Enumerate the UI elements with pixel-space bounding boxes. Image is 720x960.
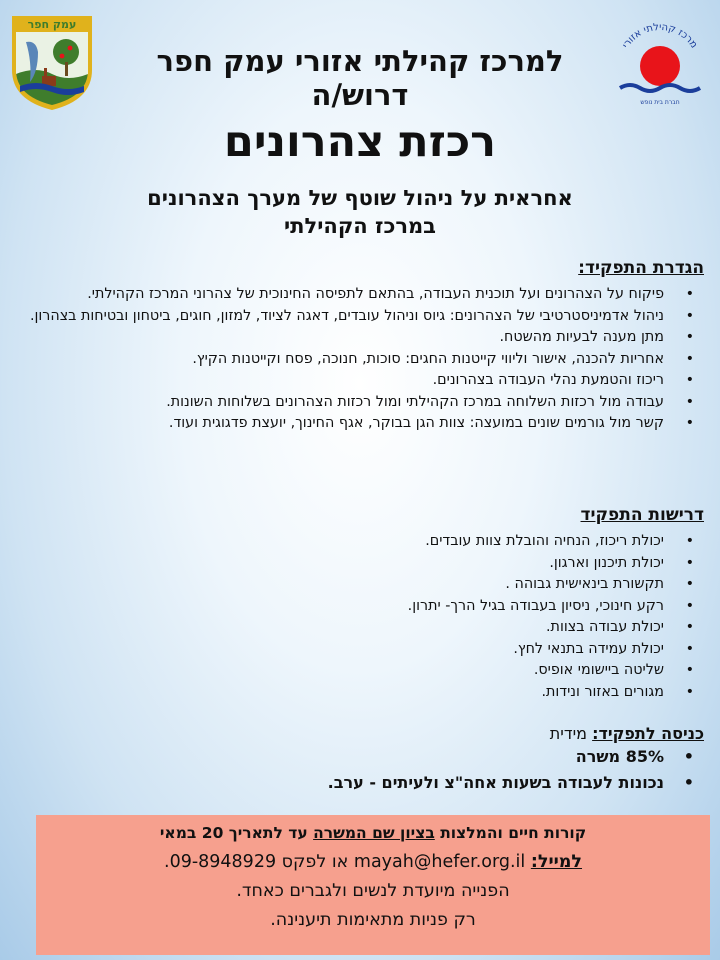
- contact-text: קורות חיים והמלצות: [434, 824, 587, 842]
- list-item: • רקע חינוכי, ניסיון בעבודה בגיל הרך- יתרון.: [8, 596, 704, 618]
- definition-list: [8, 284, 704, 435]
- subtitle-line-1: אחראית על ניהול שוטף של מערך הצהרונים: [147, 186, 573, 210]
- list-item: • מתן מענה לבעיות מהשטח.: [8, 327, 704, 349]
- list-item: • נכונות לעבודה בשעות אחה"צ ולעיתים - ערב.: [8, 770, 704, 796]
- mail-and-fax[interactable]: mayah@hefer.org.il או לפקס 09-8948929.: [163, 852, 531, 872]
- contact-box: [36, 815, 710, 955]
- logo-bottom-text: חברת בית נופש: [640, 99, 680, 106]
- mail-label: למייל:: [530, 852, 583, 872]
- logo-arc-text: מרכז קהילתי אזורי: [620, 21, 700, 51]
- list-item: • תקשורת בינאישית גבוהה .: [8, 574, 704, 596]
- requirements-list: [8, 531, 704, 703]
- entry-line: [550, 724, 704, 743]
- org-name: למרכז קהילתי אזורי עמק חפר: [156, 44, 564, 78]
- contact-line-3: הפנייה מיועדת לנשים ולגברים כאחד.: [236, 881, 510, 901]
- list-item: • יכולת ריכוז, הנחיה והובלת צוות עובדים.: [8, 531, 704, 553]
- list-item: • ניהול אדמיניסטרטיבי של הצהרונים: גיוס וניהול עובדים, דאגה לציוד, למזון, חוגים, ביטחון ובטיחות בצהרון.: [8, 306, 704, 328]
- subtitle-line-2: במרכז הקהילתי: [284, 214, 436, 238]
- subtitle: [0, 184, 720, 240]
- list-item: • קשר מול גורמים שונים במועצה: צוות הגן בבוקר, אגף החינוך, יועצת פדגוגית ועוד.: [8, 413, 704, 435]
- list-item: • יכולת תיכנון וארגון.: [8, 553, 704, 575]
- entry-label: כניסה לתפקיד:: [592, 724, 704, 743]
- wanted-label: דרוש/ה: [311, 78, 409, 112]
- list-item: • מגורים באזור ונידות.: [8, 682, 704, 704]
- contact-line-2: [36, 848, 710, 877]
- contact-line-1: [36, 819, 710, 848]
- list-item: • יכולת עבודה בצוות.: [8, 617, 704, 639]
- header: [130, 44, 590, 170]
- list-item: • יכולת עמידה בתנאי לחץ.: [8, 639, 704, 661]
- list-item: • 85% משרה: [8, 744, 704, 770]
- contact-text-underlined: בציון שם המשרה: [313, 824, 435, 842]
- job-title: רכזת צהרונים: [223, 117, 497, 167]
- list-item: • ריכוז והטמעת נהלי העבודה בצהרונים.: [8, 370, 704, 392]
- community-center-logo: [612, 10, 708, 110]
- list-item: • עבודה מול רכזות השלוחה במרכז הקהילתי ומול רכזות הצהרונים בשלוחות השונות.: [8, 392, 704, 414]
- entry-value: מידית: [549, 724, 593, 743]
- contact-line-4: רק פניות מתאימות תיענינה.: [270, 910, 476, 930]
- contact-deadline: עד לתאריך 20 במאי: [159, 824, 314, 842]
- list-item: • פיקוח על הצהרונים ועל תוכנית העבודה, בהתאם לתפיסה החינוכית של צהרוני המרכז הקהילתי.: [8, 284, 704, 306]
- definition-title: הגדרת התפקיד:: [578, 258, 704, 278]
- emblem-text: עמק חפר: [27, 18, 77, 31]
- list-item: • אחריות להכנה, אישור וליווי קייטנות החגים: סוכות, חנוכה, פסח וקייטנות הקיץ.: [8, 349, 704, 371]
- requirements-title: דרישות התפקיד: [580, 505, 704, 525]
- emek-hefer-emblem: [8, 12, 96, 112]
- entry-list: [8, 744, 704, 796]
- list-item: • שליטה ביישומי אופיס.: [8, 660, 704, 682]
